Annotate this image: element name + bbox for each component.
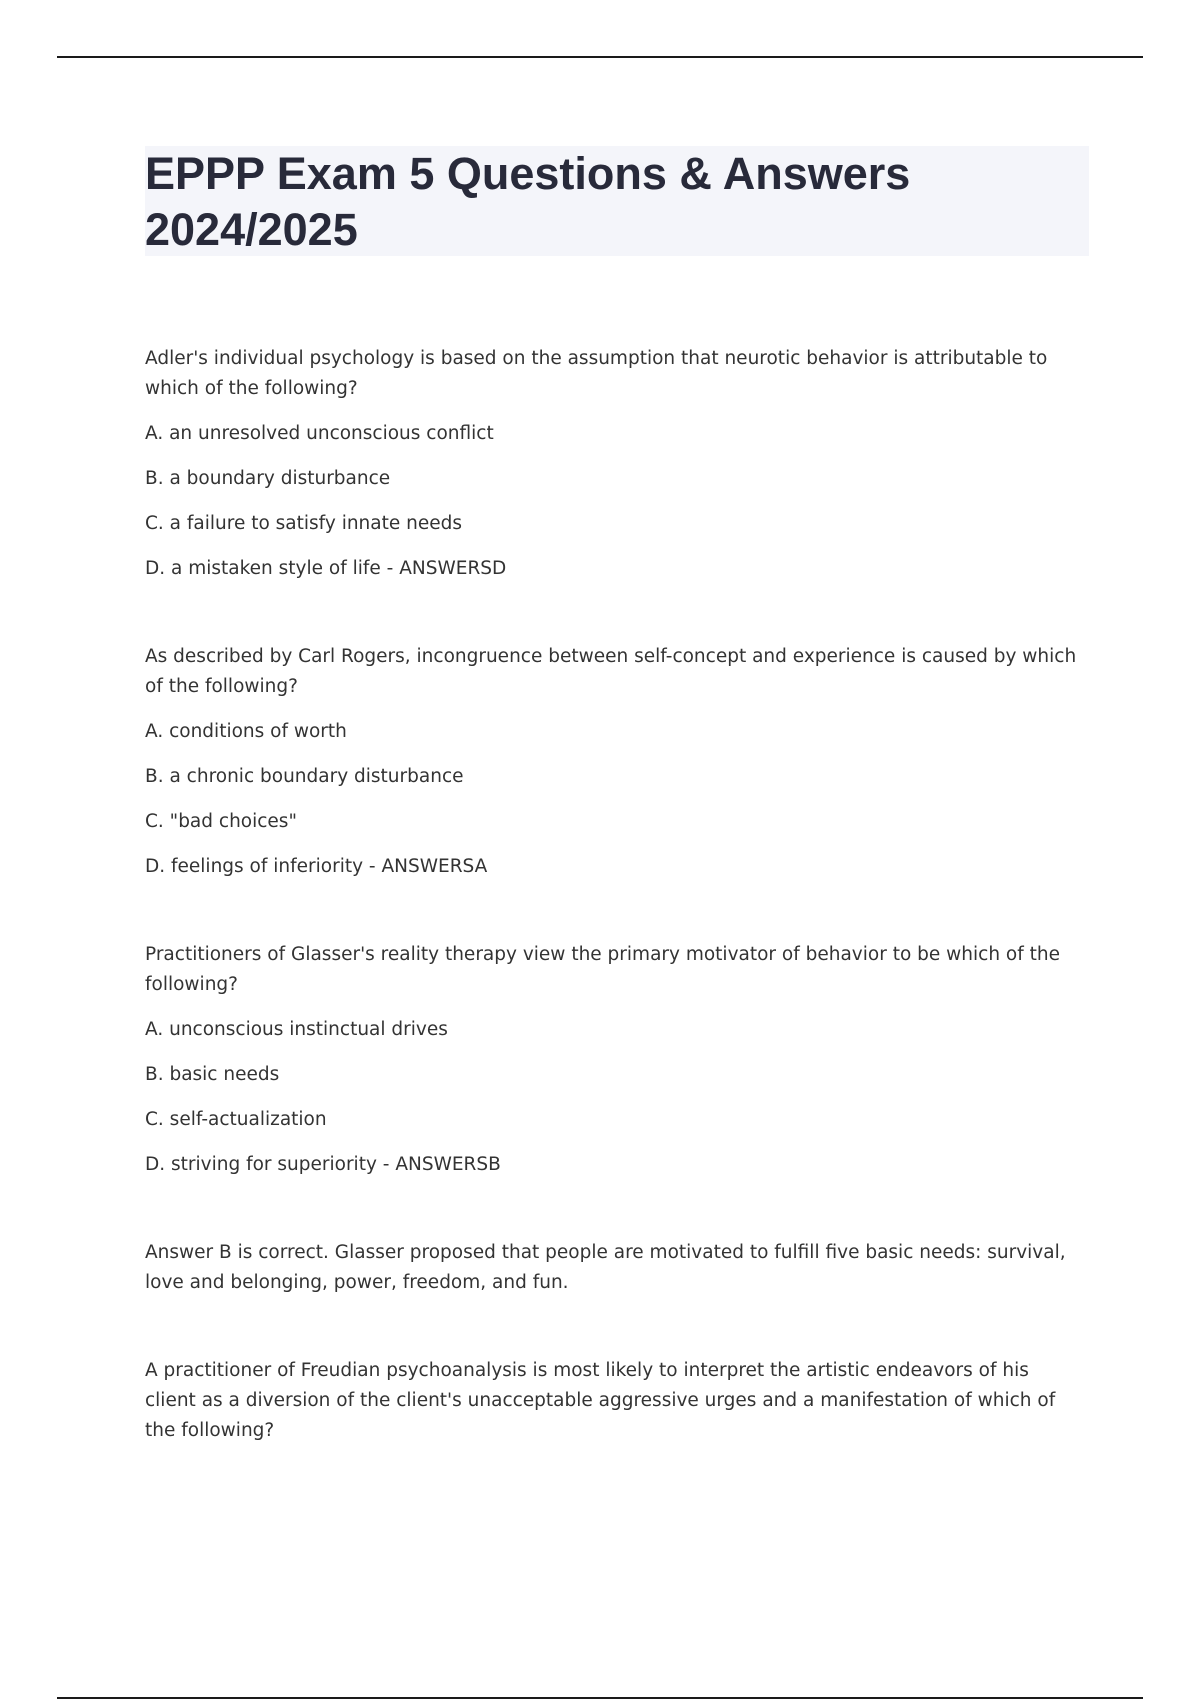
question-block-4 [145,1356,1080,1446]
answer-option-a: A. an unresolved unconscious conflict [145,423,494,444]
answer-option-d: D. a mistaken style of life - ANSWERSD [145,558,507,579]
page-title: EPPP Exam 5 Questions & Answers 2024/2025 [145,148,911,255]
question-block-3 [145,940,1080,1180]
answer-option-b: B. a chronic boundary disturbance [145,766,464,787]
answer-option-c: C. a failure to satisfy innate needs [145,513,463,534]
question-text: Practitioners of Glasser's reality therapy view the primary motivator of behavior to be which of the following? [145,944,1061,995]
answer-option-b: B. a boundary disturbance [145,468,391,489]
question-block-2 [145,642,1080,882]
document-body [145,344,1080,1461]
top-rule [57,56,1143,58]
explanation-text: Answer B is correct. Glasser proposed that people are motivated to fulfill five basic needs: survival, love and belonging, power, freedom, and fun. [145,1242,1066,1293]
answer-option-d: D. feelings of inferiority - ANSWERSA [145,856,488,877]
answer-option-d: D. striving for superiority - ANSWERSB [145,1154,501,1175]
title-block [145,146,1089,256]
question-text: Adler's individual psychology is based on the assumption that neurotic behavior is attributable to which of the following? [145,348,1048,399]
question-block-1 [145,344,1080,584]
answer-option-c: C. self-actualization [145,1109,327,1130]
question-text: As described by Carl Rogers, incongruence between self-concept and experience is caused by which of the following? [145,646,1077,697]
answer-option-c: C. "bad choices" [145,811,297,832]
question-text: A practitioner of Freudian psychoanalysis is most likely to interpret the artistic endeavors of his client as a diversion of the client's unacceptable aggressive urges and a manifestation of which of the following? [145,1360,1056,1441]
answer-option-a: A. conditions of worth [145,721,347,742]
bottom-rule [57,1697,1143,1699]
answer-option-a: A. unconscious instinctual drives [145,1019,448,1040]
answer-option-b: B. basic needs [145,1064,280,1085]
explanation-block [145,1238,1080,1298]
